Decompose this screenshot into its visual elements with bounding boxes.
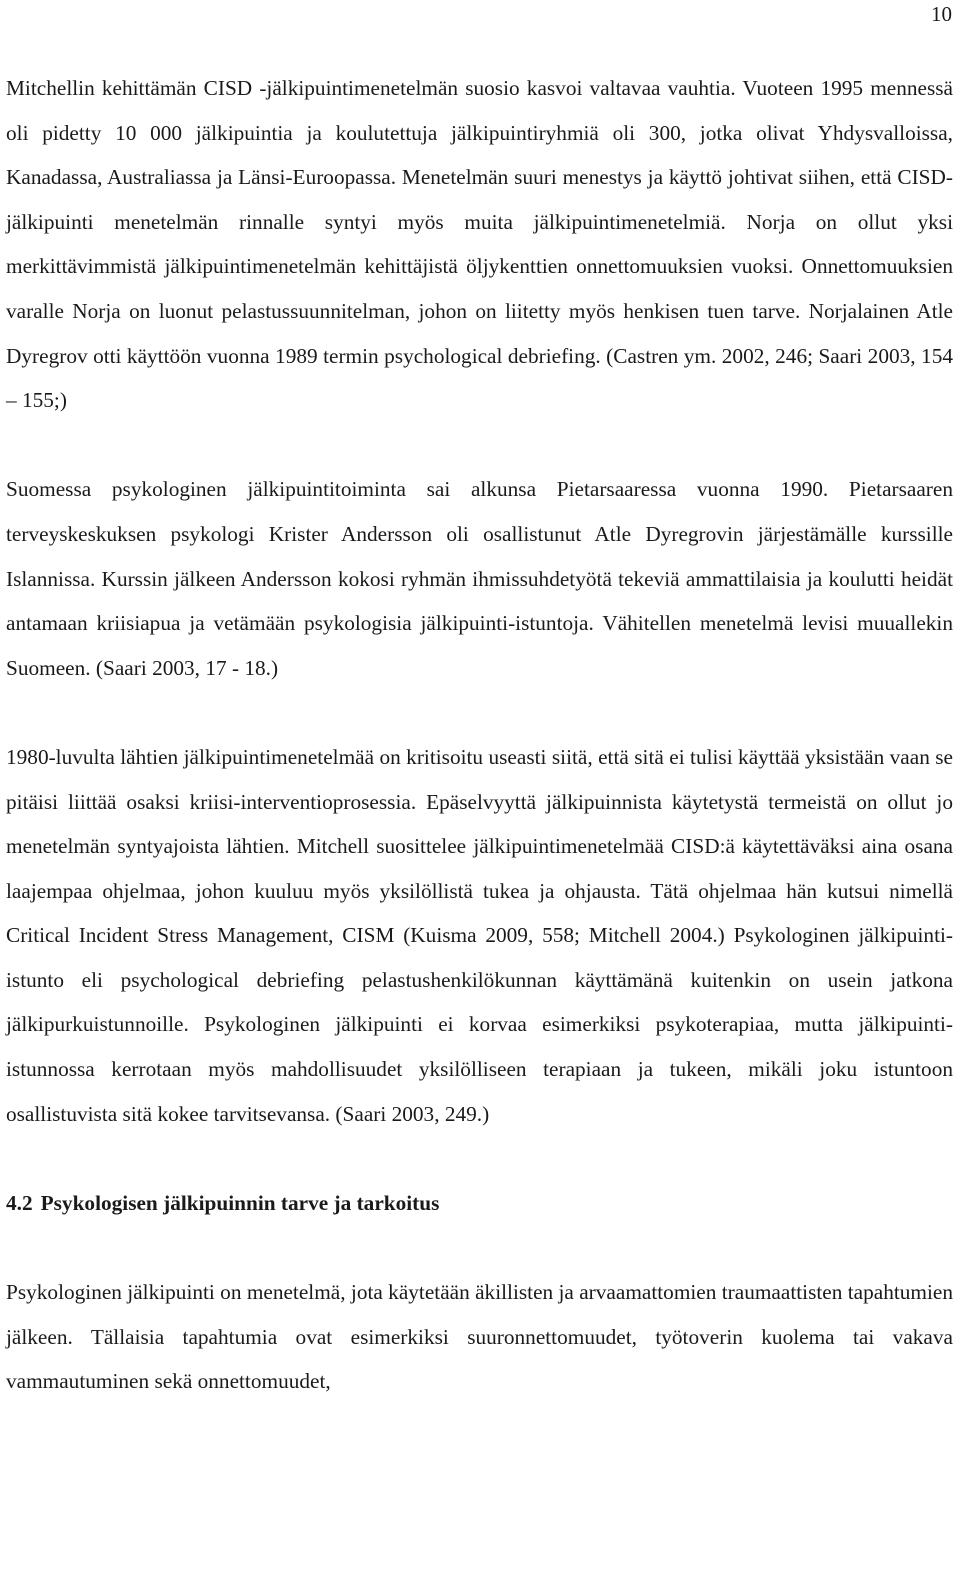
section-heading bbox=[6, 1181, 953, 1226]
paragraph-section-intro: Psykologinen jälkipuinti on menetelmä, jota käytetään äkillisten ja arvaamattomien traumaattisten tapahtumien jälkeen. Tällaisia tapahtumia ovat esimerkiksi suuronnettomuudet, työtoverin kuolema tai vakava vammautuminen sekä onnettomuudet, bbox=[6, 1280, 953, 1394]
paragraph-gap bbox=[6, 1225, 953, 1270]
paragraph-gap bbox=[6, 1136, 953, 1181]
section-title: Psykologisen jälkipuinnin tarve ja tarkoitus bbox=[40, 1190, 440, 1215]
section-number: 4.2 bbox=[6, 1190, 33, 1215]
paragraph-gap bbox=[6, 423, 953, 468]
document-body bbox=[6, 66, 953, 1404]
paragraph-finland-origins: Suomessa psykologinen jälkipuintitoiminta sai alkunsa Pietarsaaressa vuonna 1990. Pietarsaaren terveyskeskuksen psykologi Krister Andersson oli osallistunut Atle Dyregrovin järjestämälle kurssille Islannissa. Kurssin jälkeen Andersson kokosi ryhmän ihmissuhdetyötä tekeviä ammattilaisia ja koulutti heidät antamaan kriisiapua ja vetämään psykologisia jälkipuinti-istuntoja. Vähitellen menetelmä levisi muuallekin Suomeen. (Saari 2003, 17 - 18.) bbox=[6, 477, 953, 680]
paragraph-cisd-history: Mitchellin kehittämän CISD -jälkipuintimenetelmän suosio kasvoi valtavaa vauhtia. Vuoteen 1995 mennessä oli pidetty 10 000 jälkipuintia ja koulutettuja jälkipuintiryhmiä oli 300, jotka olivat Yhdysvalloissa, Kanadassa, Australiassa ja Länsi-Euroopassa. Menetelmän suuri menestys ja käyttö johtivat siihen, että CISD-jälkipuinti menetelmän rinnalle syntyi myös muita jälkipuintimenetelmiä. Norja on ollut yksi merkittävimmistä jälkipuintimenetelmän kehittäjistä öljykenttien onnettomuuksien vuoksi. Onnettomuuksien varalle Norja on luonut pelastussuunnitelman, johon on liitetty myös henkisen tuen tarve. Norjalainen Atle Dyregrov otti käyttöön vuonna 1989 termin psychological debriefing. (Castren ym. 2002, 246; Saari 2003, 154 – 155;) bbox=[6, 76, 953, 413]
page-number: 10 bbox=[931, 2, 952, 26]
paragraph-criticism: 1980-luvulta lähtien jälkipuintimenetelmää on kritisoitu useasti siitä, että sitä ei tulisi käyttää yksistään vaan se pitäisi liittää osaksi kriisi-interventioprosessia. Epäselvyyttä jälkipuinnista käytetystä termeistä on ollut jo menetelmän syntyajoista lähtien. Mitchell suosittelee jälkipuintimenetelmää CISD:ä käytettäväksi aina osana laajempaa ohjelmaa, johon kuuluu myös yksilöllistä tukea ja ohjausta. Tätä ohjelmaa hän kutsui nimellä Critical Incident Stress Management, CISM (Kuisma 2009, 558; Mitchell 2004.) Psykologinen jälkipuinti-istunto eli psychological debriefing pelastushenkilökunnan käyttämänä kuitenkin on usein jatkona jälkipurkuistunnoille. Psykologinen jälkipuinti ei korvaa esimerkiksi psykoterapiaa, mutta jälkipuinti-istunnossa kerrotaan myös mahdollisuudet yksilölliseen terapiaan ja tukeen, mikäli joku istuntoon osallistuvista sitä kokee tarvitsevansa. (Saari 2003, 249.) bbox=[6, 744, 953, 1126]
paragraph-gap bbox=[6, 690, 953, 735]
